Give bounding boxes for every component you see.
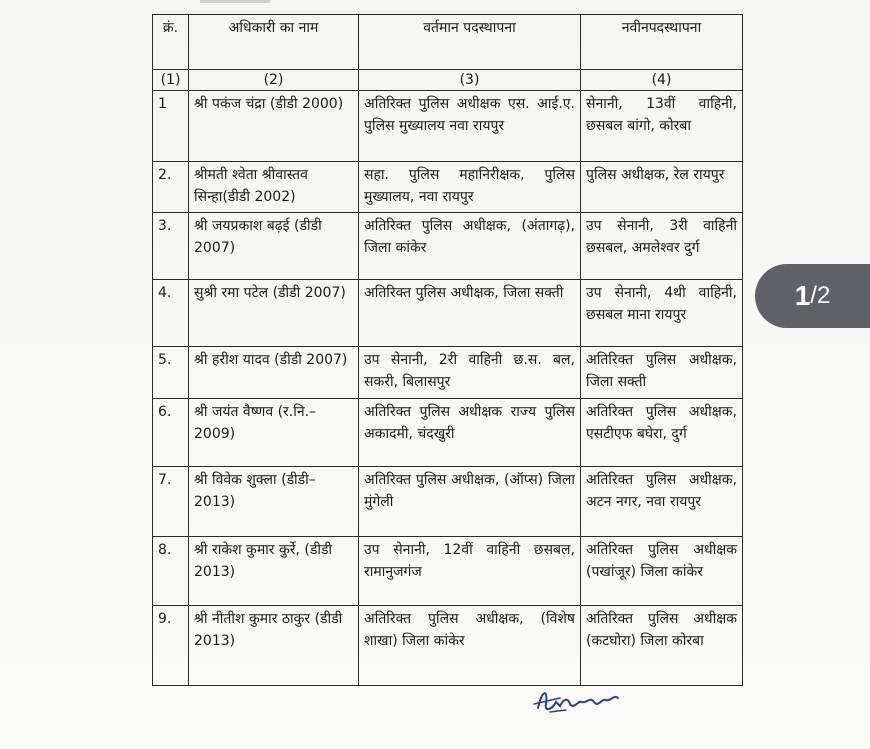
new-posting-cell: पुलिस अधीक्षक, रेल रायपुर bbox=[581, 162, 743, 213]
new-posting-cell: अतिरिक्त पुलिस अधीक्षक, अटन नगर, नवा रायपुर bbox=[581, 467, 743, 537]
header-current-posting: वर्तमान पदस्थापना bbox=[359, 15, 581, 70]
current-posting-cell: अतिरिक्त पुलिस अधीक्षक, जिला सक्ती bbox=[359, 280, 581, 347]
serial-cell: 3. bbox=[153, 213, 189, 280]
column-number: (1) bbox=[153, 70, 189, 91]
header-new-posting: नवीनपदस्थापना bbox=[581, 15, 743, 70]
page-current: 1 bbox=[794, 280, 811, 311]
table-row bbox=[153, 606, 743, 686]
header-serial: क्रं. bbox=[153, 15, 189, 70]
column-number: (3) bbox=[359, 70, 581, 91]
current-posting-cell: अतिरिक्त पुलिस अधीक्षक राज्य पुलिस अकादमी, चंदखुरी bbox=[359, 399, 581, 467]
torn-text-fragment bbox=[200, 0, 270, 6]
current-posting-cell: अतिरिक्त पुलिस अधीक्षक एस. आई.ए. पुलिस मुख्यालय नवा रायपुर bbox=[359, 91, 581, 162]
officer-name-cell: श्री पकंज चंद्रा (डीडी 2000) bbox=[189, 91, 359, 162]
new-posting-cell: उप सेनानी, 4थी वाहिनी, छसबल माना रायपुर bbox=[581, 280, 743, 347]
officer-name-cell: श्री हरीश यादव (डीडी 2007) bbox=[189, 347, 359, 399]
table-row bbox=[153, 91, 743, 162]
table-row bbox=[153, 213, 743, 280]
column-number: (2) bbox=[189, 70, 359, 91]
officer-name-cell: श्री जयंत वैष्णव (र.नि.–2009) bbox=[189, 399, 359, 467]
officer-name-cell: सुश्री रमा पटेल (डीडी 2007) bbox=[189, 280, 359, 347]
new-posting-cell: अतिरिक्त पुलिस अधीक्षक (पखांजूर) जिला कांकेर bbox=[581, 537, 743, 606]
serial-cell: 6. bbox=[153, 399, 189, 467]
serial-cell: 7. bbox=[153, 467, 189, 537]
new-posting-cell: अतिरिक्त पुलिस अधीक्षक, एसटीएफ बघेरा, दुर्ग bbox=[581, 399, 743, 467]
page-separator: / bbox=[810, 282, 817, 309]
serial-cell: 2. bbox=[153, 162, 189, 213]
current-posting-cell: सहा. पुलिस महानिरीक्षक, पुलिस मुख्यालय, नवा रायपुर bbox=[359, 162, 581, 213]
table-row bbox=[153, 537, 743, 606]
current-posting-cell: अतिरिक्त पुलिस अधीक्षक, (अंतागढ़), जिला कांकेर bbox=[359, 213, 581, 280]
table-row bbox=[153, 280, 743, 347]
serial-cell: 1 bbox=[153, 91, 189, 162]
officer-name-cell: श्री नीतीश कुमार ठाकुर (डीडी 2013) bbox=[189, 606, 359, 686]
table-row bbox=[153, 467, 743, 537]
page-indicator bbox=[755, 264, 870, 328]
new-posting-cell: उप सेनानी, 3री वाहिनी छसबल, अमलेश्वर दुर्ग bbox=[581, 213, 743, 280]
serial-cell: 8. bbox=[153, 537, 189, 606]
officer-name-cell: श्री राकेश कुमार कुर्रे, (डीडी 2013) bbox=[189, 537, 359, 606]
new-posting-cell: सेनानी, 13वीं वाहिनी, छसबल बांगो, कोरबा bbox=[581, 91, 743, 162]
new-posting-cell: अतिरिक्त पुलिस अधीक्षक, जिला सक्ती bbox=[581, 347, 743, 399]
current-posting-cell: अतिरिक्त पुलिस अधीक्षक, (विशेष शाखा) जिला कांकेर bbox=[359, 606, 581, 686]
signature bbox=[530, 680, 630, 720]
table-row bbox=[153, 347, 743, 399]
officer-name-cell: श्रीमती श्वेता श्रीवास्तव सिन्हा(डीडी 2002) bbox=[189, 162, 359, 213]
column-number: (4) bbox=[581, 70, 743, 91]
header-row bbox=[153, 15, 743, 70]
serial-cell: 4. bbox=[153, 280, 189, 347]
serial-cell: 9. bbox=[153, 606, 189, 686]
header-officer-name: अधिकारी का नाम bbox=[189, 15, 359, 70]
serial-cell: 5. bbox=[153, 347, 189, 399]
table-row bbox=[153, 399, 743, 467]
officer-name-cell: श्री जयप्रकाश बढ़ई (डीडी 2007) bbox=[189, 213, 359, 280]
table-row bbox=[153, 162, 743, 213]
new-posting-cell: अतिरिक्त पुलिस अधीक्षक (कटघोरा) जिला कोरबा bbox=[581, 606, 743, 686]
page-total: 2 bbox=[816, 282, 831, 309]
current-posting-cell: उप सेनानी, 2री वाहिनी छ.स. बल, सकरी, बिलासपुर bbox=[359, 347, 581, 399]
officer-name-cell: श्री विवेक शुक्ला (डीडी–2013) bbox=[189, 467, 359, 537]
current-posting-cell: अतिरिक्त पुलिस अधीक्षक, (ऑप्स) जिला मुंगेली bbox=[359, 467, 581, 537]
transfer-table bbox=[152, 14, 743, 686]
column-number-row bbox=[153, 70, 743, 91]
current-posting-cell: उप सेनानी, 12वीं वाहिनी छसबल, रामानुजगंज bbox=[359, 537, 581, 606]
